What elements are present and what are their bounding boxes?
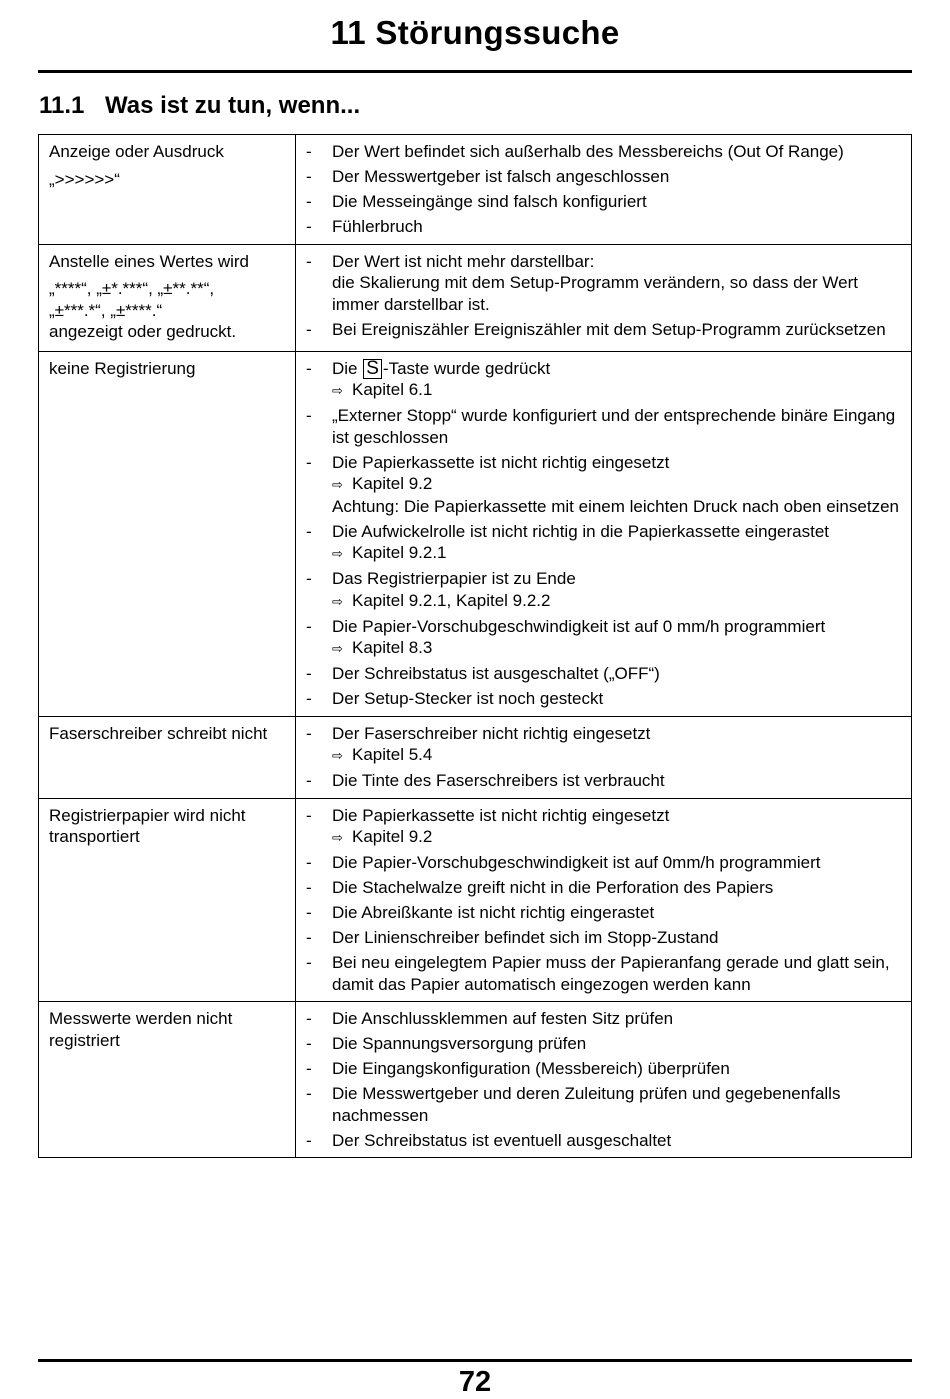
condition-cell <box>39 135 296 245</box>
reference-text: Kapitel 9.2.1 <box>352 543 447 562</box>
item-text: Der Faserschreiber nicht richtig eingesetzt <box>332 723 651 743</box>
bullet-dash: - <box>306 616 312 636</box>
actions-cell <box>296 716 912 798</box>
chapter-reference <box>332 473 903 496</box>
page-number: 72 <box>458 1366 492 1398</box>
actions-cell <box>296 244 912 351</box>
list-item <box>306 770 903 792</box>
item-text: Der Wert befindet sich außerhalb des Messbereichs (Out Of Range) <box>332 142 844 161</box>
item-text: Bei Ereigniszähler Ereigniszähler mit dem Setup-Programm zurücksetzen <box>332 319 886 339</box>
header-rule <box>38 70 912 73</box>
list-item <box>306 319 903 341</box>
action-list <box>306 723 903 792</box>
chapter-reference <box>332 379 903 402</box>
list-item <box>306 1130 903 1152</box>
reference-arrow-icon: ⇨ <box>332 748 343 763</box>
reference-text: Kapitel 9.2.1, Kapitel 9.2.2 <box>352 590 551 610</box>
bullet-dash: - <box>306 1130 312 1150</box>
item-text: Die Messeingänge sind falsch konfiguriert <box>332 192 647 211</box>
list-item <box>306 663 903 685</box>
item-note: Achtung: Die Papierkassette mit einem leichten Druck nach oben einsetzen <box>332 496 899 516</box>
bullet-dash: - <box>306 689 312 708</box>
condition-text: „>>>>>>“ <box>49 169 120 189</box>
bullet-dash: - <box>306 452 312 472</box>
table-row <box>39 716 912 798</box>
item-text-prefix: Die <box>332 358 363 378</box>
reference-text: Kapitel 9.2 <box>352 474 433 493</box>
actions-cell <box>296 135 912 245</box>
item-text: -Taste wurde gedrückt <box>382 358 551 378</box>
bullet-dash: - <box>306 358 312 378</box>
bullet-dash: - <box>306 569 312 588</box>
bullet-dash: - <box>306 167 312 186</box>
list-item <box>306 805 903 849</box>
list-item <box>306 952 903 995</box>
item-text: Die Papier-Vorschubgeschwindigkeit ist auf 0 mm/h programmiert <box>332 616 826 636</box>
list-item <box>306 723 903 767</box>
item-text: Fühlerbruch <box>332 217 423 236</box>
item-text: Der Wert ist nicht mehr darstellbar: <box>332 251 595 271</box>
section-number: 11.1 <box>39 92 85 119</box>
condition-text: Registrierpapier wird nicht transportiert <box>49 805 246 846</box>
item-text: Die Spannungsversorgung prüfen <box>332 1034 587 1053</box>
bullet-dash: - <box>306 805 312 825</box>
list-item <box>306 452 903 518</box>
troubleshooting-table-body <box>39 135 912 1158</box>
list-item <box>306 358 903 402</box>
condition-cell <box>39 798 296 1002</box>
bullet-dash: - <box>306 723 312 743</box>
condition-cell <box>39 1002 296 1158</box>
item-text: Die Messwertgeber und deren Zuleitung prüfen und gegebenenfalls nachmessen <box>332 1084 841 1125</box>
item-text: Die Eingangskonfiguration (Messbereich) überprüfen <box>332 1059 730 1078</box>
list-item <box>306 405 903 448</box>
list-item <box>306 688 903 710</box>
chapter-reference <box>332 637 903 660</box>
chapter-reference <box>332 744 903 767</box>
item-text: Die Stachelwalze greift nicht in die Perforation des Papiers <box>332 878 774 897</box>
section-title: Was ist zu tun, wenn... <box>105 92 361 119</box>
reference-arrow-icon: ⇨ <box>332 641 343 656</box>
footer-rule <box>38 1359 912 1362</box>
item-text: Die Papier-Vorschubgeschwindigkeit ist auf 0mm/h programmiert <box>332 853 821 872</box>
bullet-dash: - <box>306 928 312 947</box>
bullet-dash: - <box>306 521 312 541</box>
bullet-dash: - <box>306 903 312 922</box>
actions-cell <box>296 351 912 716</box>
bullet-dash: - <box>306 853 312 872</box>
condition-cell <box>39 716 296 798</box>
item-text: Die Tinte des Faserschreibers ist verbraucht <box>332 771 665 790</box>
list-item <box>306 141 903 163</box>
list-item <box>306 251 903 316</box>
reference-arrow-icon: ⇨ <box>332 383 343 398</box>
reference-text: Kapitel 5.4 <box>352 745 433 764</box>
condition-text: Faserschreiber schreibt nicht <box>49 723 268 743</box>
action-list <box>306 805 903 996</box>
item-text: Der Schreibstatus ist eventuell ausgeschaltet <box>332 1130 672 1150</box>
table-row <box>39 244 912 351</box>
list-item <box>306 852 903 874</box>
item-text: Das Registrierpapier ist zu Ende <box>332 569 576 588</box>
bullet-dash: - <box>306 878 312 897</box>
list-item <box>306 616 903 660</box>
table-row <box>39 798 912 1002</box>
list-item <box>306 927 903 949</box>
bullet-dash: - <box>306 1059 312 1078</box>
bullet-dash: - <box>306 1009 312 1028</box>
reference-text: Kapitel 6.1 <box>352 380 433 399</box>
s-key-icon: S <box>363 359 382 379</box>
reference-arrow-icon: ⇨ <box>332 830 343 845</box>
reference-text: Kapitel 8.3 <box>352 638 433 657</box>
section-heading <box>39 92 360 120</box>
list-item <box>306 568 903 612</box>
list-item <box>306 166 903 188</box>
list-item <box>306 521 903 565</box>
condition-text: „****“, „±*.***“, „±**.**“, <box>49 279 215 298</box>
list-item <box>306 902 903 924</box>
condition-text: angezeigt oder gedruckt. <box>49 322 237 341</box>
list-item <box>306 1008 903 1030</box>
chapter-title: 11 Störungssuche <box>330 14 620 51</box>
list-item <box>306 216 903 238</box>
action-list <box>306 251 903 341</box>
list-item <box>306 1083 903 1126</box>
item-text: Die Papierkassette ist nicht richtig eingesetzt <box>332 452 670 472</box>
item-text: Die Papierkassette ist nicht richtig eingesetzt <box>332 805 670 825</box>
condition-text: keine Registrierung <box>49 358 196 378</box>
action-list <box>306 1008 903 1151</box>
bullet-dash: - <box>306 771 312 790</box>
table-row <box>39 1002 912 1158</box>
condition-text: „±***.*“, „±****.“ <box>49 300 163 320</box>
item-text: Der Setup-Stecker ist noch gesteckt <box>332 689 604 708</box>
list-item <box>306 1058 903 1080</box>
bullet-dash: - <box>306 953 312 972</box>
item-text: Der Messwertgeber ist falsch angeschlossen <box>332 167 670 186</box>
item-text: Der Schreibstatus ist ausgeschaltet („OFF“) <box>332 664 660 683</box>
item-text: Die Aufwickelrolle ist nicht richtig in die Papierkassette eingerastet <box>332 521 830 541</box>
reference-text: Kapitel 9.2 <box>352 827 433 846</box>
item-text: Der Linienschreiber befindet sich im Stopp-Zustand <box>332 928 719 947</box>
reference-arrow-icon: ⇨ <box>332 546 343 561</box>
chapter-reference <box>332 542 903 565</box>
reference-arrow-icon: ⇨ <box>332 477 343 492</box>
item-text: Bei neu eingelegtem Papier muss der Papieranfang gerade und glatt sein, damit das Papier automatisch eingezogen werden kann <box>332 953 890 994</box>
item-note: die Skalierung mit dem Setup-Programm verändern, so dass der Wert immer darstellbar ist. <box>332 273 858 314</box>
chapter-reference <box>332 590 903 613</box>
list-item <box>306 877 903 899</box>
actions-cell <box>296 1002 912 1158</box>
bullet-dash: - <box>306 1084 312 1103</box>
list-item <box>306 1033 903 1055</box>
troubleshooting-table <box>38 134 912 1158</box>
condition-text: Messwerte werden nicht registriert <box>49 1009 233 1050</box>
bullet-dash: - <box>306 217 312 236</box>
chapter-reference <box>332 826 903 849</box>
bullet-dash: - <box>306 664 312 683</box>
condition-cell <box>39 244 296 351</box>
actions-cell <box>296 798 912 1002</box>
bullet-dash: - <box>306 406 312 425</box>
list-item <box>306 191 903 213</box>
item-text: Die Anschlussklemmen auf festen Sitz prüfen <box>332 1009 674 1028</box>
action-list <box>306 358 903 710</box>
bullet-dash: - <box>306 251 312 271</box>
condition-text: Anzeige oder Ausdruck <box>49 142 224 161</box>
reference-arrow-icon: ⇨ <box>332 593 343 609</box>
bullet-dash: - <box>306 319 312 339</box>
item-text: „Externer Stopp“ wurde konfiguriert und der entsprechende binäre Eingang ist geschlossen <box>332 406 896 447</box>
bullet-dash: - <box>306 1034 312 1053</box>
bullet-dash: - <box>306 142 312 161</box>
table-row <box>39 135 912 245</box>
condition-cell <box>39 351 296 716</box>
bullet-dash: - <box>306 192 312 211</box>
condition-text: Anstelle eines Wertes wird <box>49 251 249 271</box>
table-row <box>39 351 912 716</box>
action-list <box>306 141 903 238</box>
item-text: Die Abreißkante ist nicht richtig eingerastet <box>332 903 655 922</box>
